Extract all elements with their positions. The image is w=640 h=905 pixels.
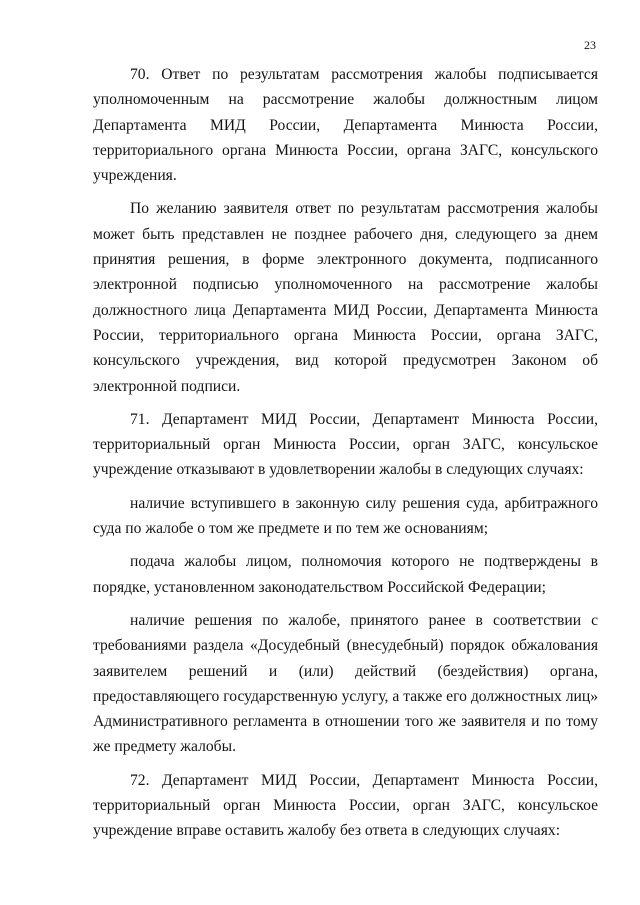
paragraph-electronic-answer: По желанию заявителя ответ по результатам рассмотрения жалобы может быть представлен не позднее рабочего дня, следующего за днем принятия решения, в форме электронного документа, подписанного электронной подписью уполномоченного на рассмотрение жалобы должностного лица Департамента МИД России, Департамента Минюста России, территориального органа Минюста России, органа ЗАГС, консульского учреждения, вид которой предусмотрен Законом об электронной подписи. — [93, 200, 598, 395]
document-body — [93, 62, 598, 844]
paragraph-72: 72. Департамент МИД России, Департамент Минюста России, территориальный орган Минюста России, орган ЗАГС, консульское учреждение вправе оставить жалобу без ответа в следующих случаях: — [93, 771, 598, 840]
paragraph-71: 71. Департамент МИД России, Департамент Минюста России, территориальный орган Минюста России, орган ЗАГС, консульское учреждение отказывают в удовлетворении жалобы в следующих случаях: — [93, 410, 598, 479]
paragraph-prior-decision: наличие решения по жалобе, принятого ранее в соответствии с требованиями раздела «Досудебный (внесудебный) порядок обжалования заявителем решений и (или) действий (бездействия) органа, предоставляющего государственную услугу, а также его должностных лиц» Административного регламента в отношении того же заявителя и по тому же предмету жалобы. — [93, 611, 598, 756]
paragraph-unconfirmed-authority: подача жалобы лицом, полномочия которого не подтверждены в порядке, установленном законодательством Российской Федерации; — [93, 553, 598, 596]
page-number: 23 — [584, 38, 596, 52]
paragraph-court-decision: наличие вступившего в законную силу решения суда, арбитражного суда по жалобе о том же предмете и по тем же основаниям; — [93, 494, 598, 538]
paragraph-70: 70. Ответ по результатам рассмотрения жалобы подписывается уполномоченным на рассмотрение жалобы должностным лицом Департамента МИД России, Департамента Минюста России, территориального органа Минюста России, органа ЗАГС, консульского учреждения. — [93, 66, 598, 185]
